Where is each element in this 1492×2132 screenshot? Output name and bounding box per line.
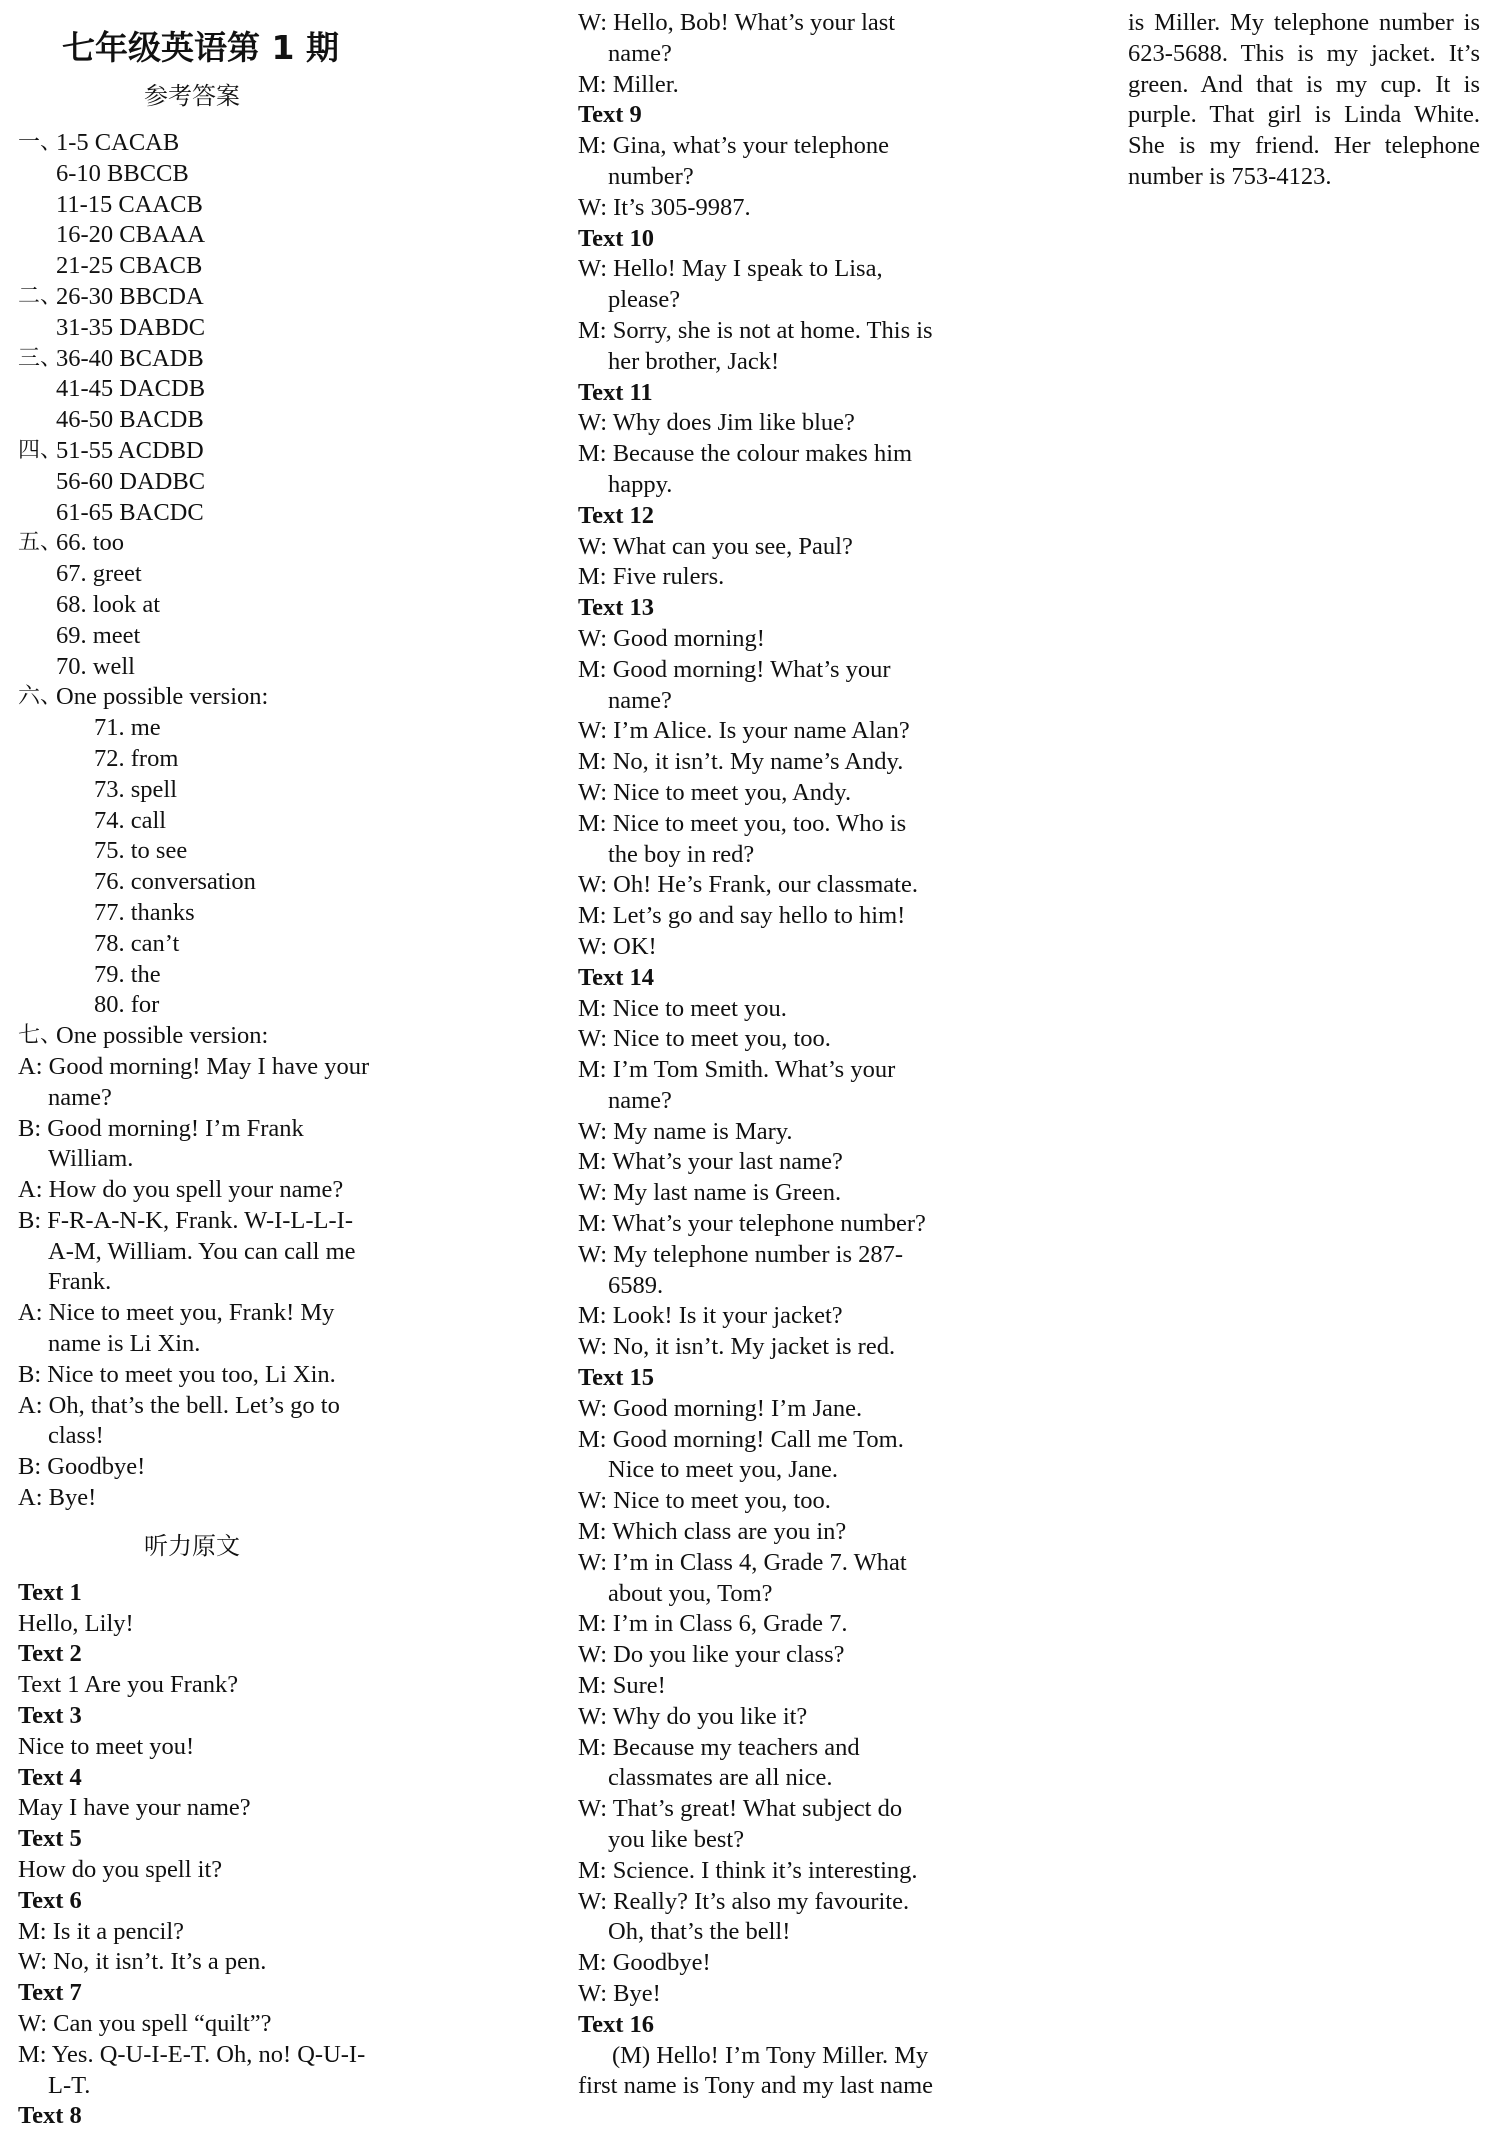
listening-line: May I have your name? (18, 1794, 251, 1822)
answer-row (18, 559, 378, 590)
answer-row (18, 313, 378, 344)
dialogue-line: A: Bye! (18, 1484, 97, 1512)
answer-row (18, 1021, 378, 1052)
listening-line: W: OK! (578, 932, 657, 960)
answer-line: 72. from (94, 744, 179, 772)
section-spacer (18, 621, 56, 652)
text-heading: Text 9 (578, 101, 642, 129)
section-spacer (18, 960, 56, 991)
listening-line: M: Good morning! Call me Tom. Nice to meet you, Jane. (578, 1425, 904, 1484)
section-spacer (18, 806, 56, 837)
answer-line: 41-45 DACDB (56, 375, 206, 403)
answer-line: 70. well (56, 652, 135, 680)
listening-line: W: No, it isn’t. It’s a pen. (18, 1948, 267, 1976)
listening-line: M: Nice to meet you. (578, 994, 787, 1022)
section-spacer (18, 836, 56, 867)
text-heading: Text 16 (578, 2010, 655, 2038)
dialogue-line: B: Goodbye! (18, 1453, 146, 1481)
answer-line: 21-25 CBACB (56, 252, 203, 280)
text-heading: Text 1 (18, 1578, 82, 1606)
dialogue-line: B: Nice to meet you too, Li Xin. (18, 1360, 336, 1388)
answer-row (18, 867, 378, 898)
listening-line: M: No, it isn’t. My name’s Andy. (578, 748, 904, 776)
listening-line: M: Sorry, she is not at home. This is her brother, Jack! (578, 316, 933, 375)
listening-line: M: Nice to meet you, too. Who is the boy in red? (578, 809, 907, 868)
answer-row (18, 713, 378, 744)
answer-row (18, 929, 378, 960)
listening-line: W: Do you like your class? (578, 1641, 845, 1669)
dialogue-line: A: Oh, that’s the bell. Let’s go to class! (18, 1391, 340, 1450)
section-label: 四、 (18, 437, 63, 463)
answer-sections (18, 128, 378, 1052)
answer-line: 6-10 BBCCB (56, 159, 189, 187)
listening-line: M: Five rulers. (578, 563, 725, 591)
listening-line: How do you spell it? (18, 1856, 223, 1884)
section-label: 五、 (18, 530, 63, 556)
answer-row (18, 374, 378, 405)
answer-row (18, 282, 378, 313)
answer-line: 56-60 DADBC (56, 467, 206, 495)
answer-line: 66. too (56, 529, 125, 557)
dialogue-line: A: How do you spell your name? (18, 1176, 344, 1204)
listening-line: W: Why do you like it? (578, 1702, 808, 1730)
text-heading: Text 10 (578, 224, 655, 252)
listening-line: W: Bye! (578, 1980, 661, 2007)
answer-row (18, 806, 378, 837)
listening-line: M: Because my teachers and classmates are all nice. (578, 1733, 860, 1792)
answer-line: 75. to see (94, 837, 188, 865)
section-label: 一、 (18, 130, 63, 155)
text-heading: Text 4 (18, 1763, 82, 1791)
section-spacer (18, 744, 56, 775)
listening-line: Text 1 Are you Frank? (18, 1671, 239, 1699)
listening-line: W: Nice to meet you, too. (578, 1025, 831, 1053)
text-heading: Text 2 (18, 1640, 82, 1668)
listening-line: W: That’s great! What subject do you like best? (578, 1795, 903, 1854)
answer-row (18, 190, 378, 221)
listening-line: W: Nice to meet you, too. (578, 1487, 831, 1515)
answer-row (18, 836, 378, 867)
section-spacer (18, 929, 56, 960)
answer-row (18, 128, 378, 159)
listening-line: W: Good morning! (578, 624, 765, 652)
listening-line: W: Good morning! I’m Jane. (578, 1394, 863, 1422)
section-spacer (18, 990, 56, 1021)
listening-line: M: Because the colour makes him happy. (578, 440, 913, 498)
listening-line: Nice to meet you! (18, 1732, 195, 1760)
listening-line: M: What’s your telephone number? (578, 1210, 926, 1238)
listening-line: W: Why does Jim like blue? (578, 409, 855, 437)
answer-line: 67. greet (56, 560, 142, 588)
column-1 (18, 8, 378, 2132)
answer-line: 11-15 CAACB (56, 190, 203, 218)
section-label: 二、 (18, 283, 63, 309)
dialogue-line: B: F-R-A-N-K, Frank. W-I-L-L-I-A-M, William. You can call me Frank. (18, 1206, 356, 1296)
answer-row (18, 990, 378, 1021)
listening-line: W: It’s 305-9987. (578, 193, 751, 221)
listening-line: W: I’m in Class 4, Grade 7. What about you, Tom? (578, 1548, 907, 1607)
listening-line: M: Goodbye! (578, 1949, 711, 1977)
section-spacer (18, 190, 56, 221)
section-spacer (18, 313, 56, 344)
section-spacer (18, 467, 56, 498)
section-spacer (18, 590, 56, 621)
listening-line: W: I’m Alice. Is your name Alan? (578, 717, 910, 745)
section-label: 七、 (18, 1023, 63, 1049)
section-spacer (18, 498, 56, 529)
column-2 (578, 8, 938, 2102)
listening-line: M: What’s your last name? (578, 1148, 843, 1176)
answer-line: 80. for (94, 991, 160, 1019)
section-spacer (18, 713, 56, 744)
dialogue-line: A: Nice to meet you, Frank! My name is Li Xin. (18, 1299, 335, 1358)
answer-row (18, 405, 378, 436)
answer-line: 51-55 ACDBD (56, 436, 204, 464)
listening-line: W: No, it isn’t. My jacket is red. (578, 1333, 896, 1361)
monologue-paragraph: (M) Hello! I’m Tony Miller. My first name is Tony and my last name (578, 2041, 934, 2100)
answer-line: 79. the (94, 960, 161, 988)
listening-line: M: Yes. Q-U-I-E-T. Oh, no! Q-U-I-L-T. (18, 2040, 366, 2099)
answer-row (18, 744, 378, 775)
answer-line: 77. thanks (94, 898, 195, 926)
text-heading: Text 7 (18, 1979, 82, 2007)
section-spacer (18, 652, 56, 683)
answer-line: 46-50 BACDB (56, 406, 204, 434)
section-spacer (18, 159, 56, 190)
listening-line: M: I’m in Class 6, Grade 7. (578, 1610, 848, 1638)
listening-line: Hello, Lily! (18, 1609, 134, 1637)
answer-line: 76. conversation (94, 868, 256, 896)
answer-line: 71. me (94, 714, 161, 742)
answer-line: 31-35 DABDC (56, 313, 206, 341)
section-spacer (18, 775, 56, 806)
answer-row (18, 652, 378, 683)
answer-row (18, 960, 378, 991)
listening-line: W: Oh! He’s Frank, our classmate. (578, 871, 918, 899)
section-spacer (18, 867, 56, 898)
section-label: 三、 (18, 345, 63, 371)
answer-row (18, 621, 378, 652)
listening-line: M: I’m Tom Smith. What’s your name? (578, 1056, 896, 1114)
answer-row (18, 251, 378, 282)
section-spacer (18, 559, 56, 590)
listening-line: W: What can you see, Paul? (578, 532, 853, 560)
column-3 (1128, 8, 1480, 193)
answer-row (18, 467, 378, 498)
text-heading: Text 6 (18, 1886, 82, 1914)
listening-line: M: Science. I think it’s interesting. (578, 1856, 918, 1884)
answer-line: 36-40 BCADB (56, 344, 204, 372)
section-spacer (18, 898, 56, 929)
text-heading: Text 5 (18, 1825, 82, 1853)
answer-row (18, 344, 378, 375)
listening-line: W: Can you spell “quilt”? (18, 2010, 272, 2038)
answer-row (18, 159, 378, 190)
text-heading: Text 13 (578, 594, 655, 622)
listening-line: W: Hello, Bob! What’s your last name? (578, 9, 896, 67)
answer-key-heading: 参考答案 (144, 82, 240, 110)
section-spacer (18, 374, 56, 405)
answer-line: 68. look at (56, 590, 161, 618)
answer-line: 16-20 CBAAA (56, 221, 206, 249)
section-spacer (18, 251, 56, 282)
answer-line: 78. can’t (94, 929, 180, 957)
text-heading: Text 12 (578, 501, 655, 529)
page-title: 七年级英语第 1 期 (62, 28, 339, 67)
answer-line: 69. meet (56, 621, 141, 649)
listening-line: M: Which class are you in? (578, 1518, 847, 1546)
text-heading: Text 14 (578, 963, 655, 991)
answer-row (18, 220, 378, 251)
answer-row (18, 436, 378, 467)
answer-row (18, 682, 378, 713)
listening-texts-col1 (18, 1578, 378, 2132)
listening-line: M: Gina, what’s your telephone number? (578, 132, 889, 190)
listening-line: M: Let’s go and say hello to him! (578, 902, 906, 930)
text-heading: Text 15 (578, 1364, 655, 1392)
listening-line: W: Nice to meet you, Andy. (578, 778, 852, 806)
listening-heading: 听力原文 (144, 1531, 240, 1560)
answer-row (18, 898, 378, 929)
dialogue-line: B: Good morning! I’m Frank William. (18, 1114, 304, 1173)
answer-row (18, 590, 378, 621)
listening-line: M: Miller. (578, 70, 679, 98)
text-heading: Text 11 (578, 378, 653, 406)
writing-sample (18, 1052, 378, 1514)
text-heading: Text 8 (18, 2102, 82, 2130)
listening-line: W: My name is Mary. (578, 1117, 793, 1145)
text16-continuation: is Miller. My telephone number is 623-5688. This is my jacket. It’s green. And that is my cup. It is purple. That girl is Linda White. She is my friend. Her telephone number is 753-4123. (1128, 9, 1480, 190)
listening-line: M: Is it a pencil? (18, 1917, 185, 1945)
answer-line: 26-30 BBCDA (56, 282, 204, 310)
section-spacer (18, 405, 56, 436)
listening-line: M: Look! Is it your jacket? (578, 1302, 843, 1330)
section-spacer (18, 220, 56, 251)
text-heading: Text 3 (18, 1702, 82, 1730)
listening-line: W: Hello! May I speak to Lisa, please? (578, 255, 883, 314)
listening-line: W: My last name is Green. (578, 1179, 842, 1207)
listening-line: M: Sure! (578, 1672, 666, 1700)
answer-row (18, 498, 378, 529)
answer-row (18, 528, 378, 559)
listening-line: W: My telephone number is 287-6589. (578, 1240, 904, 1299)
answer-row (18, 775, 378, 806)
answer-line: One possible version: (56, 1022, 269, 1050)
listening-line: M: Good morning! What’s your name? (578, 655, 891, 714)
answer-line: 74. call (94, 806, 167, 834)
answer-line: One possible version: (56, 683, 269, 711)
answer-line: 1-5 CACAB (56, 129, 180, 156)
dialogue-line: A: Good morning! May I have your name? (18, 1052, 370, 1111)
answer-line: 73. spell (94, 775, 178, 803)
section-label: 六、 (18, 684, 63, 710)
answer-line: 61-65 BACDC (56, 498, 204, 526)
listening-line: W: Really? It’s also my favourite. Oh, that’s the bell! (578, 1887, 910, 1946)
